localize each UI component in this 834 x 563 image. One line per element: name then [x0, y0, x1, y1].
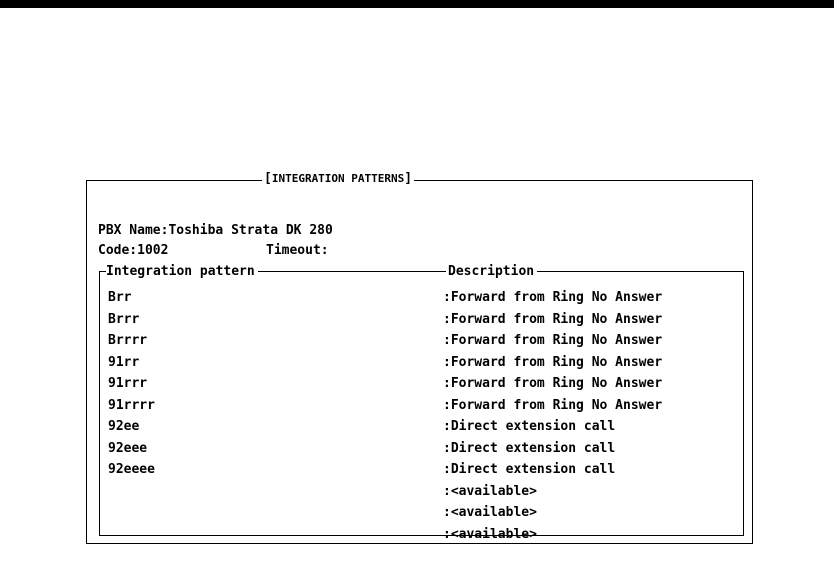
description-cell: :Forward from Ring No Answer [443, 376, 663, 391]
description-cell: :Forward from Ring No Answer [443, 311, 663, 327]
pattern-cell: 91rr [108, 354, 140, 370]
column-header-pattern: Integration pattern [106, 261, 258, 282]
column-header-description: Description [446, 261, 537, 282]
panel-title: [INTEGRATION PATTERNS] [264, 171, 413, 186]
pattern-cell: Brr [108, 290, 132, 305]
pbx-name-row [98, 220, 333, 241]
pattern-cell: 92ee [108, 419, 140, 434]
pattern-cell: 92eeee [108, 462, 155, 477]
code-row [98, 240, 168, 261]
description-cell: :Forward from Ring No Answer [443, 333, 663, 348]
description-cell: :<available> [443, 483, 537, 499]
pattern-cell: Brrrr [108, 333, 148, 348]
pattern-cell: 91rrr [108, 376, 148, 391]
description-cell: :Direct extension call [443, 419, 616, 434]
description-cell: :Direct extension call [443, 440, 616, 456]
pbx-name-value[interactable]: Toshiba Strata DK 280 [168, 223, 333, 238]
description-cell: :Direct extension call [443, 462, 616, 477]
panel-title-text: INTEGRATION PATTERNS [271, 172, 405, 185]
code-value[interactable]: 1002 [137, 243, 169, 258]
timeout-row [266, 240, 329, 261]
description-cell: :Forward from Ring No Answer [443, 354, 663, 370]
code-label: Code: [98, 243, 138, 258]
timeout-label: Timeout: [266, 243, 329, 258]
pbx-name-label: PBX Name: [98, 223, 169, 238]
description-cell: :Forward from Ring No Answer [443, 397, 663, 413]
description-cell: :Forward from Ring No Answer [443, 290, 663, 305]
description-cell: :<available> [443, 526, 537, 542]
top-bar [0, 0, 834, 8]
pattern-cell: 92eee [108, 440, 148, 456]
pattern-cell: Brrr [108, 311, 140, 327]
description-cell: :<available> [443, 505, 537, 520]
pattern-cell: 91rrrr [108, 397, 155, 413]
